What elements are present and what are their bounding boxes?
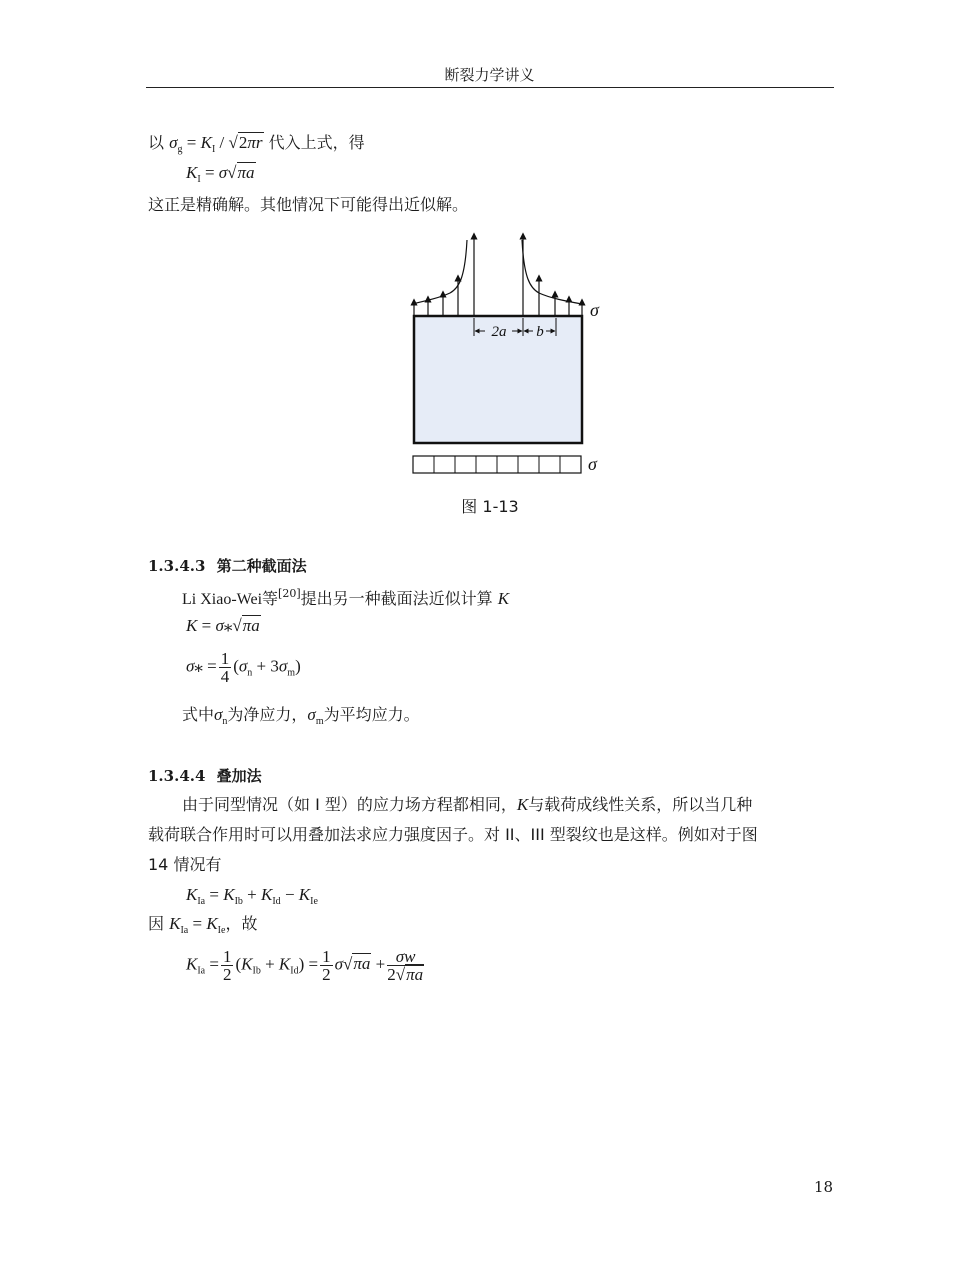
author-deng: 等: [262, 589, 279, 608]
figure-caption: 图 1-13: [461, 497, 519, 516]
equation-sigma-star: σ⁎ = $\frac{1}{4}$ $(\sigma_n + 3\sigma_m)$: [186, 649, 301, 686]
because-prefix: 因: [148, 914, 165, 933]
para-line1-b: 与载荷成线性关系，所以当几种: [528, 795, 753, 814]
figure-1-13: [395, 228, 615, 480]
intro-rest: 提出另一种截面法近似计算: [300, 589, 493, 608]
equation-KIa-final: $K_{Ia}$ = $\frac{1}{2}$ $(K_{Ib} + K_{Id})$ = $\frac{1}{2}$ σ√πa + $\frac{\sigma w}{2√\pi a}$: [186, 947, 424, 984]
author-name: Li Xiao-Wei: [182, 591, 263, 608]
because-line: 因 $K_{Ia} = K_{Ie}$，故: [148, 914, 258, 936]
where-mid: 为净应力，: [227, 705, 308, 724]
intro-line-1: [148, 133, 365, 160]
para-line-1: [182, 795, 752, 815]
para-line1-a: 由于同型情况（如 I 型）的应力场方程都相同，: [182, 795, 517, 814]
section-number: 1.3.4.3: [148, 557, 206, 575]
where-suffix: 为平均应力。: [323, 705, 420, 724]
section-title: 叠加法: [216, 767, 262, 785]
equation-superposition: $K_{Ia} = K_{Ib} + K_{Id} - K_{Ie}$: [186, 885, 318, 907]
para-line-2: 载荷联合作用时可以用叠加法求应力强度因子。对 II、III 型裂纹也是这样。例如对于图: [148, 825, 758, 844]
equation-K-sigma-star: K = σ⁎√πa: [186, 616, 260, 635]
section-1343-where: 式中$\sigma_n$为净应力，$\sigma_m$为平均应力。: [182, 705, 420, 727]
dim-2a-label: 2a: [491, 324, 507, 340]
section-title: 第二种截面法: [216, 557, 307, 575]
page-number: 18: [814, 1178, 834, 1196]
citation-ref: [20]: [278, 587, 301, 600]
where-prefix: 式中: [182, 705, 215, 724]
para-line-3: 14 情况有: [148, 855, 222, 874]
because-suffix: ，故: [225, 914, 258, 933]
intro-line1-prefix: 以: [148, 133, 165, 152]
section-heading-1343: [148, 555, 307, 576]
section-number: 1.3.4.4: [148, 767, 206, 785]
sigma-bottom-label: σ: [588, 454, 597, 474]
left-stress-curve: [412, 240, 467, 304]
intro-line1-suffix: 代入上式，得: [268, 133, 365, 152]
dim-b-label: b: [536, 324, 544, 340]
intro-K: K: [497, 589, 510, 608]
intro-line-3: 这正是精确解。其他情况下可能得出近似解。: [148, 195, 469, 214]
header-rule: [146, 87, 834, 88]
section-1343-intro: [182, 584, 509, 610]
sigma-top-label: σ: [590, 300, 599, 320]
equation-K1: $K_I = \sigma√\pi a$: [186, 163, 255, 185]
para-line1-K: K: [516, 795, 529, 814]
running-header: 断裂力学讲义: [444, 66, 535, 84]
section-heading-1344: [148, 765, 262, 786]
intro-inline-equation: $\sigma_g = K_I / √2\pi r$: [169, 133, 263, 155]
right-stress-curve: [522, 240, 582, 304]
